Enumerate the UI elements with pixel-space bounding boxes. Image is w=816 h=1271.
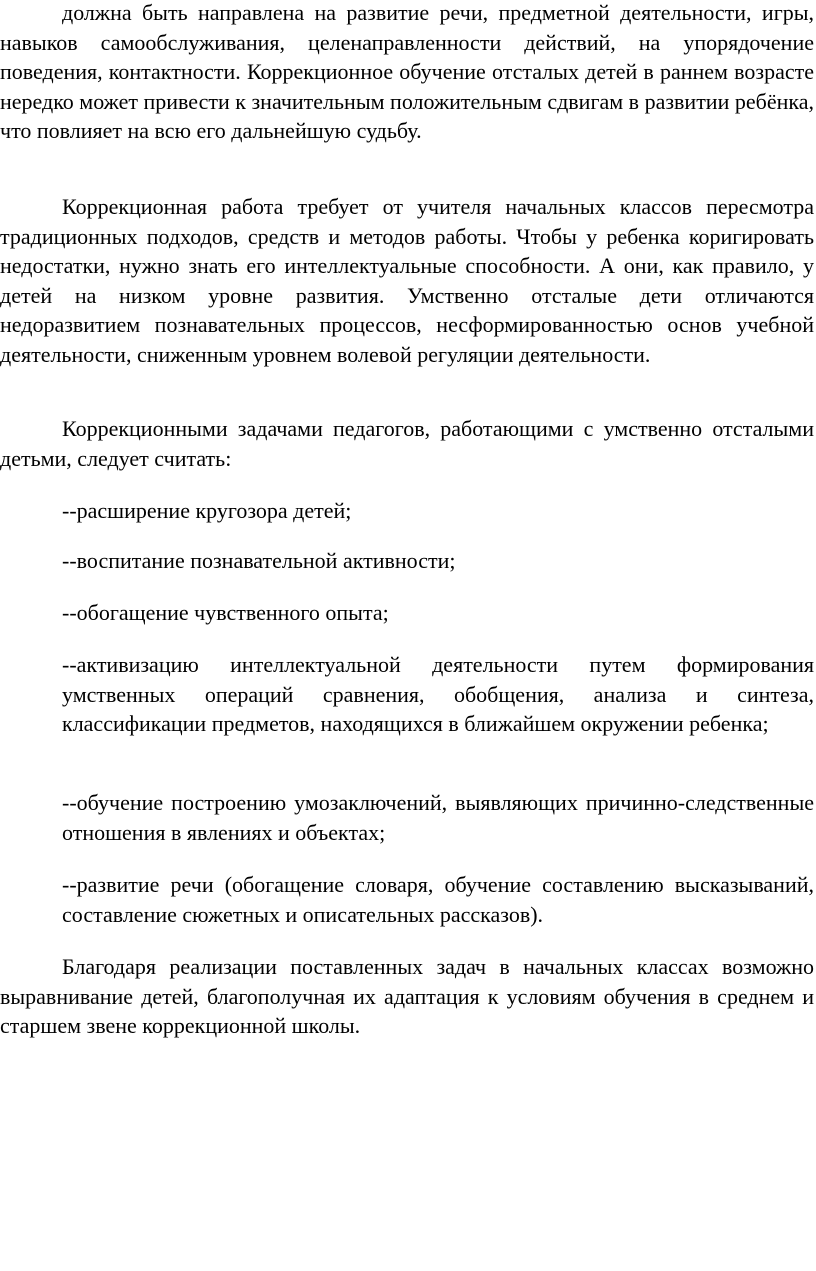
list-item: --активизацию интеллектуальной деятельности путем формирования умственных операций сравнения, обобщения, анализа и синтеза, классификации предметов, находящихся в ближайшем окружении ребенка; — [62, 652, 814, 736]
paragraph-correction-work: Коррекционная работа требует от учителя начальных классов пересмотра традиционных подходов, средств и методов работы. Чтобы у ребенка коригировать недостатки, нужно знать его интеллектуальные способности. А они, как правило, у детей на низком уровне развития. Умственно отсталые дети отличаются недоразвитием познавательных процессов, несформированностью основ учебной деятельности, сниженным уровнем волевой регуляции деятельности. — [0, 194, 814, 367]
list-item: --воспитание познавательной активности; — [62, 548, 456, 573]
paragraph-tasks-intro: Коррекционными задачами педагогов, работающими с умственно отсталыми детьми, следует считать: — [0, 416, 814, 471]
list-item: --обучение построению умозаключений, выявляющих причинно-следственные отношения в явлениях и объектах; — [62, 790, 814, 845]
list-item: --расширение кругозора детей; — [62, 498, 352, 523]
paragraph-conclusion: Благодаря реализации поставленных задач в начальных классах возможно выравнивание детей, благополучная их адаптация к условиям обучения в среднем и старшем звене коррекционной школы. — [0, 954, 814, 1038]
list-item: --обогащение чувственного опыта; — [62, 600, 389, 625]
list-item: --развитие речи (обогащение словаря, обучение составлению высказываний, составление сюжетных и описательных рассказов). — [62, 872, 814, 927]
paragraph-continuation: должна быть направлена на развитие речи, предметной деятельности, игры, навыков самообслуживания, целенаправленности действий, на упорядочение поведения, контактности. Коррекционное обучение отсталых детей в раннем возрасте нередко может привести к значительным положительным сдвигам в развитии ребёнка, что повлияет на всю его дальнейшую судьбу. — [0, 0, 814, 143]
